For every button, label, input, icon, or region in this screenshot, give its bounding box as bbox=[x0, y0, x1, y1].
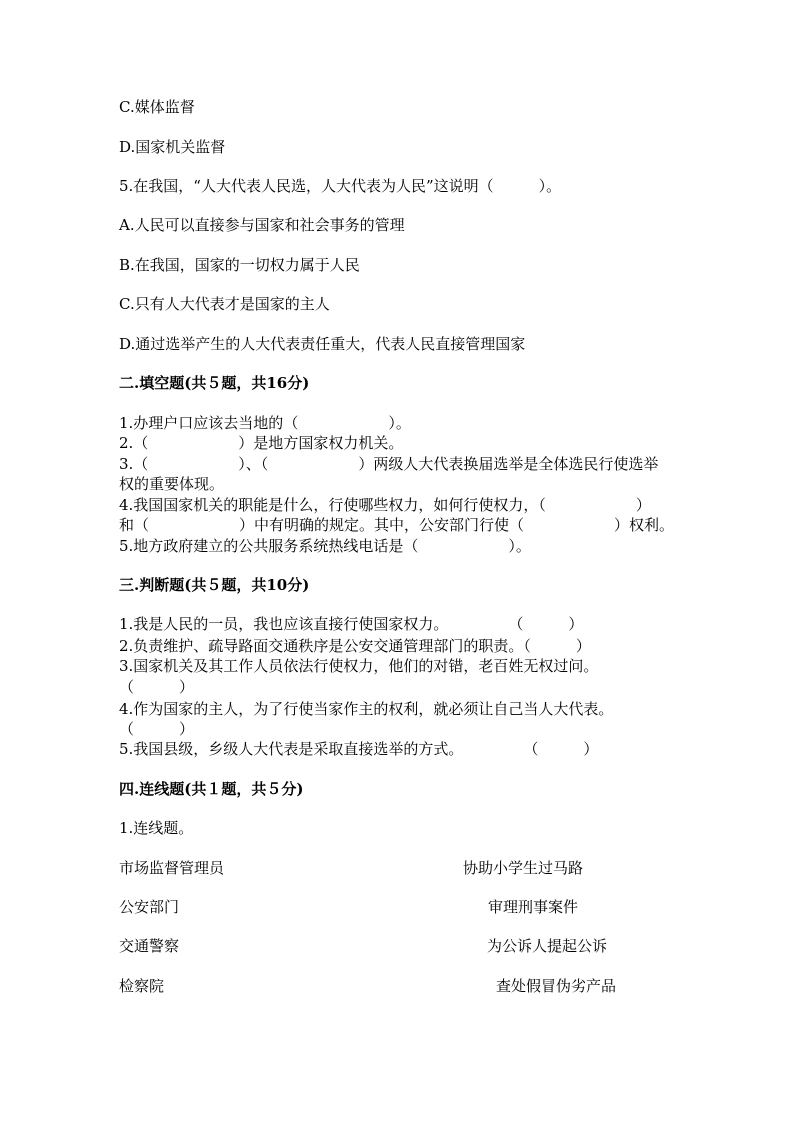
match-heading: 四.连线题(共１题，共５分) bbox=[119, 780, 304, 798]
judge-item: 3.国家机关及其工作人员依法行使权力，他们的对错，老百姓无权过问。 bbox=[119, 657, 599, 675]
match-left-item: 检察院 bbox=[119, 977, 165, 995]
match-right-item: 协助小学生过马路 bbox=[463, 859, 584, 877]
question-5-option-d: D.通过选举产生的人大代表责任重大，代表人民直接管理国家 bbox=[119, 335, 526, 353]
fill-blank-item: 权的重要体现。 bbox=[119, 475, 225, 493]
fill-blank-item: 3.（ ）、（ ）两级人大代表换届选举是全体选民行使选举 bbox=[119, 455, 659, 473]
question-5-option-c: C.只有人大代表才是国家的主人 bbox=[119, 295, 330, 313]
fill-blank-item: 4.我国国家机关的职能是什么，行使哪些权力，如何行使权力，（ ） bbox=[119, 496, 651, 514]
match-left-item: 交通警察 bbox=[119, 937, 180, 955]
judge-item: 5.我国县级，乡级人大代表是采取直接选举的方式。 （ ） bbox=[119, 740, 599, 758]
judge-item: （ ） bbox=[119, 678, 195, 696]
fill-blank-item: 2.（ ）是地方国家权力机关。 bbox=[119, 434, 404, 452]
option-c: C.媒体监督 bbox=[119, 98, 195, 116]
fill-blank-item: 和（ ）中有明确的规定。其中，公安部门行使（ ）权利。 bbox=[119, 516, 675, 534]
fill-blank-heading: 二.填空题(共５题，共16分) bbox=[119, 374, 310, 392]
match-right-item: 查处假冒伪劣产品 bbox=[496, 977, 617, 995]
question-5-option-a: A.人民可以直接参与国家和社会事务的管理 bbox=[119, 216, 405, 234]
match-prompt: 1.连线题。 bbox=[119, 819, 194, 837]
judge-item: 2.负责维护、疏导路面交通秩序是公安交通管理部门的职责。（ ） bbox=[119, 637, 591, 655]
question-5-stem: 5.在我国，“人大代表人民选，人大代表为人民”这说明（ ）。 bbox=[119, 177, 562, 195]
judge-item: （ ） bbox=[119, 720, 195, 738]
option-d: D.国家机关监督 bbox=[119, 138, 226, 156]
question-5-option-b: B.在我国，国家的一切权力属于人民 bbox=[119, 256, 360, 274]
fill-blank-item: 5.地方政府建立的公共服务系统热线电话是（ ）。 bbox=[119, 537, 531, 555]
match-left-item: 公安部门 bbox=[119, 898, 180, 916]
match-left-item: 市场监督管理员 bbox=[119, 859, 225, 877]
judge-heading: 三.判断题(共５题，共10分) bbox=[119, 576, 310, 594]
match-right-item: 为公诉人提起公诉 bbox=[487, 937, 608, 955]
judge-item: 1.我是人民的一员，我也应该直接行使国家权力。 （ ） bbox=[119, 615, 584, 633]
match-right-item: 审理刑事案件 bbox=[488, 898, 579, 916]
fill-blank-item: 1.办理户口应该去当地的（ ）。 bbox=[119, 414, 411, 432]
judge-item: 4.作为国家的主人，为了行使当家作主的权利，就必须让自己当人大代表。 bbox=[119, 700, 614, 718]
